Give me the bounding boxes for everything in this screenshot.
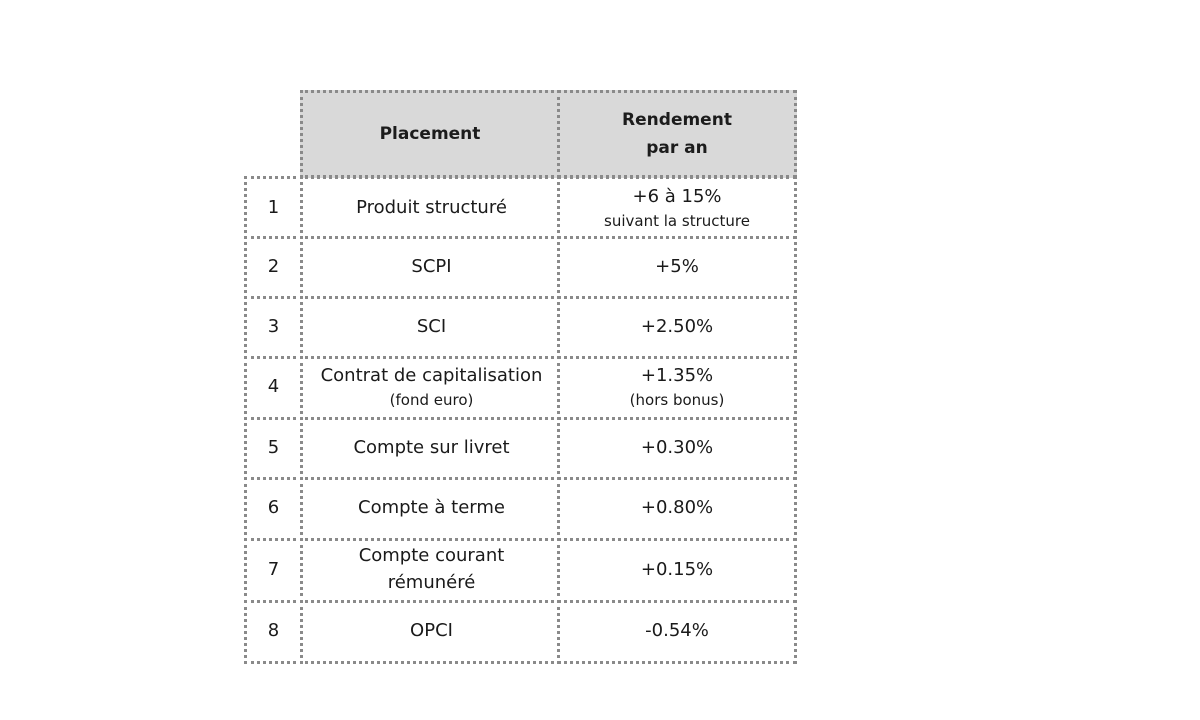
header-placement	[300, 90, 560, 178]
row-number: 8	[267, 620, 280, 641]
table-cell-rendement	[557, 538, 797, 603]
placement-subtext: rémunéré	[387, 572, 476, 593]
table-cell-num	[244, 356, 303, 420]
placement-value: SCPI	[411, 255, 452, 277]
table-cell-num	[244, 477, 303, 541]
table-cell-placement	[300, 176, 560, 239]
placement-value: Compte à terme	[358, 497, 505, 518]
table-cell-num	[244, 417, 303, 480]
rendement-value: +2.50%	[640, 315, 714, 337]
rendement-value: +0.30%	[640, 436, 714, 458]
row-number: 7	[267, 558, 280, 580]
table-cell-rendement	[557, 176, 797, 239]
rendement-value: +1.35%	[640, 365, 714, 386]
table-cell-num	[244, 176, 303, 239]
rendement-value: -0.54%	[645, 620, 709, 641]
header-rendement	[557, 90, 797, 178]
table-cell-rendement	[557, 600, 797, 664]
header-rendement-line2: par an	[646, 138, 708, 158]
rendement-value: +0.80%	[640, 497, 714, 518]
rendement-value: +6 à 15%	[632, 186, 722, 207]
table-cell-placement	[300, 600, 560, 664]
placement-value: Produit structuré	[356, 197, 507, 218]
table-cell-placement	[300, 538, 560, 603]
placement-value: OPCI	[410, 620, 453, 641]
placement-value: SCI	[416, 315, 447, 337]
row-number: 5	[267, 436, 280, 458]
table-cell-num	[244, 296, 303, 359]
table-cell-placement	[300, 477, 560, 541]
rendement-value: +0.15%	[640, 558, 714, 580]
table-cell-num	[244, 538, 303, 603]
table-cell-placement	[300, 296, 560, 359]
investment-returns-table	[244, 90, 797, 661]
rendement-value: +5%	[655, 255, 699, 277]
table-cell-rendement	[557, 356, 797, 420]
header-rendement-line1: Rendement	[622, 110, 732, 130]
placement-value: Contrat de capitalisation	[320, 365, 543, 386]
table-cell-num	[244, 600, 303, 664]
table-cell-placement	[300, 356, 560, 420]
table-cell-rendement	[557, 417, 797, 480]
rendement-subtext: (hors bonus)	[629, 391, 725, 409]
header-placement-label: Placement	[379, 124, 481, 144]
table-cell-placement	[300, 236, 560, 299]
rendement-subtext: suivant la structure	[604, 212, 750, 230]
row-number: 4	[267, 376, 280, 397]
row-number: 2	[267, 255, 280, 277]
placement-value: Compte courant	[358, 545, 505, 566]
table-cell-rendement	[557, 236, 797, 299]
placement-subtext: (fond euro)	[389, 391, 474, 409]
row-number: 3	[267, 315, 280, 337]
row-number: 1	[267, 197, 280, 218]
table-cell-num	[244, 236, 303, 299]
table-cell-rendement	[557, 296, 797, 359]
table-cell-placement	[300, 417, 560, 480]
row-number: 6	[267, 497, 280, 518]
table-cell-rendement	[557, 477, 797, 541]
placement-value: Compte sur livret	[353, 436, 510, 458]
